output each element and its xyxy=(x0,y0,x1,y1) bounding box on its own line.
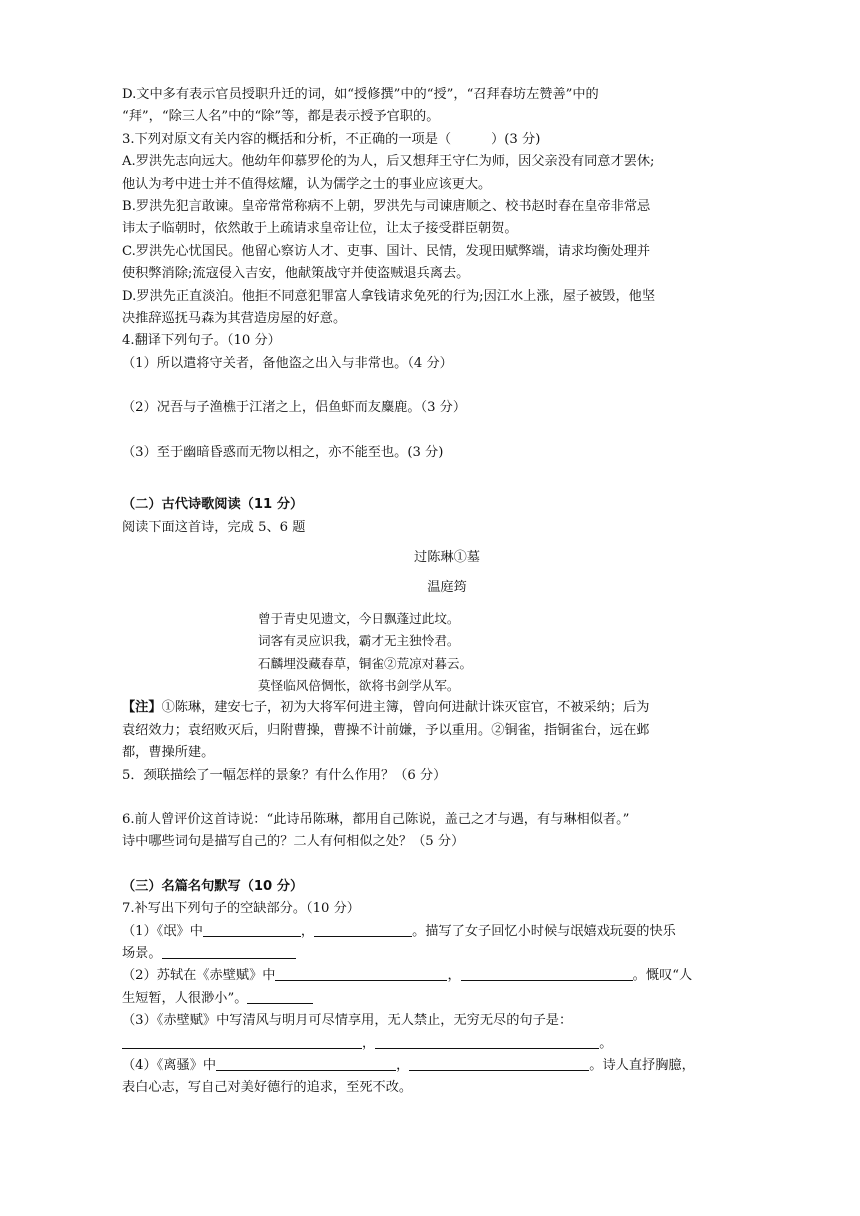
section-gap xyxy=(122,854,742,876)
q3-option-c-line-1: C.罗洪先心忧国民。他留心察访人才、吏事、国计、民情，发现田赋弊端，请求均衡处理并 xyxy=(122,243,651,259)
exam-page xyxy=(122,84,742,1100)
q7-item-3: （3）《赤壁赋》中写清风与明月可尽情享用，无人禁止，无穷无尽的句子是： xyxy=(122,1013,573,1029)
q3-option-a-line-2: 他认为考中进士并不值得炫耀，认为儒学之士的事业应该更大。 xyxy=(122,176,492,192)
comma: ， xyxy=(362,1035,376,1051)
q3-option-d-line-2: 决推辞巡抚马森为其营造房屋的好意。 xyxy=(122,311,347,327)
spacer xyxy=(122,569,742,577)
translation-item-2: （2）况吾与子渔樵于江渚之上，侣鱼虾而友麋鹿。（3 分） xyxy=(122,400,467,416)
section-gap xyxy=(122,486,742,494)
question-3-score: ）(3 分) xyxy=(491,131,541,147)
poem-note-line-3: 都，曹操所建。 xyxy=(122,745,215,761)
section-gap xyxy=(122,464,742,486)
q7-item-2 xyxy=(122,965,742,987)
q7-item-3-blanks xyxy=(122,1033,742,1055)
answer-space xyxy=(122,375,742,397)
fill-blank[interactable] xyxy=(122,1034,362,1049)
fill-blank[interactable] xyxy=(375,1034,599,1049)
section-3-title: （三）名篇名句默写（10 分） xyxy=(122,878,304,894)
q7-item-1-line-2 xyxy=(122,943,742,965)
section-2-title: （二）古代诗歌阅读（11 分） xyxy=(122,497,304,513)
option-d-line-1: D.文中多有表示官员授职升迁的词，如“授修撰”中的“授”，“召拜春坊左赞善”中的 xyxy=(122,87,599,102)
q7-item-4 xyxy=(122,1055,742,1077)
note-label: 【注】 xyxy=(122,700,162,716)
poem-author: 温庭筠 xyxy=(427,580,467,596)
comma: ， xyxy=(300,923,315,939)
poem-line-1: 曾于青史见遗文，今日飘蓬过此坟。 xyxy=(258,610,460,626)
fill-blank[interactable] xyxy=(461,966,633,981)
fill-blank[interactable] xyxy=(275,966,447,981)
q3-option-b-line-1: B.罗洪先犯言敢谏。皇帝常常称病不上朝，罗洪先与司谏唐顺之、校书赵时春在皇帝非常忌 xyxy=(122,199,651,215)
fill-blank[interactable] xyxy=(314,922,412,937)
q7-item-1-tail: 场景。 xyxy=(122,946,162,961)
answer-space xyxy=(122,787,742,809)
note-text: ①陈琳，建安七子，初为大将军何进主簿，曾向何进献计诛灭宦官，不被采纳；后为 xyxy=(161,700,650,716)
section-2-intro: 阅读下面这首诗，完成 5、6 题 xyxy=(122,519,306,535)
q7-item-2-line-2 xyxy=(122,988,742,1010)
q7-item-1-suffix: 。描写了女子回忆小时候与氓嬉戏玩耍的快乐 xyxy=(412,923,676,939)
spacer xyxy=(122,600,742,608)
fill-blank[interactable] xyxy=(409,1056,589,1071)
period: 。 xyxy=(599,1035,613,1051)
poem-note-line-1 xyxy=(122,697,742,719)
fill-blank[interactable] xyxy=(247,989,313,1004)
translation-item-1: （1）所以遣将守关者，备他盗之出入与非常也。（4 分） xyxy=(122,355,453,371)
question-3 xyxy=(122,129,742,151)
question-6-line-2: 诗中哪些词句是描写自己的？二人有何相似之处？（5 分） xyxy=(122,834,465,850)
q7-item-4-suffix: 。诗人直抒胸臆， xyxy=(589,1058,695,1074)
q7-item-1 xyxy=(122,921,742,943)
fill-blank[interactable] xyxy=(162,944,296,959)
fill-blank[interactable] xyxy=(216,1056,396,1071)
question-5: 5．颈联描绘了一幅怎样的景象？有什么作用？（6 分） xyxy=(122,767,447,783)
question-7: 7.补写出下列句子的空缺部分。（10 分） xyxy=(122,901,360,917)
comma: ， xyxy=(447,968,461,984)
q3-option-c-line-2: 使积弊消除;流寇侵入吉安，他献策战守并使盗贼退兵离去。 xyxy=(122,266,470,282)
q7-item-2-prefix: （2）苏轼在《赤壁赋》中 xyxy=(122,968,276,984)
poem-line-2: 词客有灵应识我，霸才无主独怜君。 xyxy=(258,633,460,649)
q3-option-b-line-2: 讳太子临朝时，依然敢于上疏请求皇帝让位，让太子接受群臣朝贺。 xyxy=(122,221,518,237)
question-4: 4.翻译下列句子。（10 分） xyxy=(122,333,281,349)
poem-line-3: 石麟埋没藏春草，铜雀②荒凉对暮云。 xyxy=(258,655,473,671)
q7-item-4-line-2: 表白心志，写自己对美好德行的追求，至死不改。 xyxy=(122,1080,413,1096)
q7-item-1-prefix: （1）《氓》中 xyxy=(122,923,203,939)
answer-space xyxy=(122,420,742,442)
comma: ， xyxy=(396,1058,410,1074)
option-d-line-2: “拜”，“除三人名”中的“除”等，都是表示授予官职的。 xyxy=(122,109,440,125)
fill-blank[interactable] xyxy=(203,922,301,937)
question-6-line-1: 6.前人曾评价这首诗说：“此诗吊陈琳，都用自己陈说，盖己之才与遇，有与琳相似者。” xyxy=(122,811,630,827)
spacer xyxy=(122,539,742,547)
poem-line-4: 莫怪临风倍惆怅，欲将书剑学从军。 xyxy=(258,677,460,693)
q7-item-4-prefix: （4）《离骚》中 xyxy=(122,1058,217,1074)
poem-title: 过陈琳①墓 xyxy=(414,549,480,565)
q3-option-a-line-1: A.罗洪先志向远大。他幼年仰慕罗伦的为人，后又想拜王守仁为师，因父亲没有同意才罢休; xyxy=(122,154,655,170)
q3-option-d-line-1: D.罗洪先正直淡泊。他拒不同意犯罪富人拿钱请求免死的行为;因江水上涨，屋子被毁，他坚 xyxy=(122,288,656,304)
q7-item-2-suffix: 。慨叹“人 xyxy=(632,968,693,984)
translation-item-3: （3）至于幽暗昏惑而无物以相之，亦不能至也。(3 分) xyxy=(122,444,444,460)
poem-note-line-2: 袁绍效力；袁绍败灭后，归附曹操，曹操不计前嫌，予以重用。②铜雀，指铜雀台，远在邺 xyxy=(122,722,650,738)
question-3-text: 3.下列对原文有关内容的概括和分析，不正确的一项是（ xyxy=(122,131,452,147)
q7-item-2-tail: 生短暂，人很渺小”。 xyxy=(122,990,248,1006)
